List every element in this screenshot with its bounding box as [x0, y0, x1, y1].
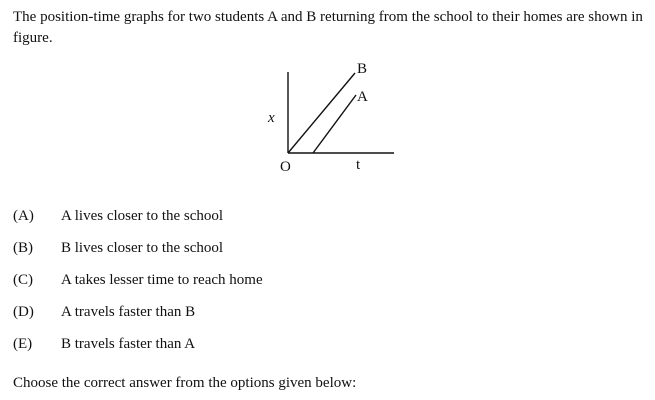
line-b-label: B — [357, 61, 368, 77]
option-text: B lives closer to the school — [61, 239, 224, 256]
option-c — [13, 264, 263, 296]
option-e — [13, 328, 263, 360]
option-a — [13, 200, 263, 232]
y-axis-label: x — [268, 110, 275, 126]
option-text: A lives closer to the school — [61, 207, 224, 224]
option-d — [13, 296, 263, 328]
origin-label: O — [280, 159, 291, 175]
option-key: (C) — [13, 271, 33, 288]
option-key: (A) — [13, 207, 34, 224]
option-text: A travels faster than B — [61, 303, 196, 320]
option-text: A takes lesser time to reach home — [61, 271, 263, 288]
option-b — [13, 232, 263, 264]
option-key: (D) — [13, 303, 34, 320]
option-text: B travels faster than A — [61, 335, 196, 352]
line-a-label: A — [357, 89, 368, 105]
x-axis-label: t — [356, 157, 361, 173]
options-list — [13, 200, 263, 360]
question-text: The position-time graphs for two students A and B returning from the school to their homes are shown in figure. — [13, 9, 643, 46]
instruction-text: Choose the correct answer from the options given below: — [13, 375, 357, 391]
line-a — [313, 95, 356, 153]
option-key: (E) — [13, 335, 33, 352]
option-key: (B) — [13, 239, 33, 256]
